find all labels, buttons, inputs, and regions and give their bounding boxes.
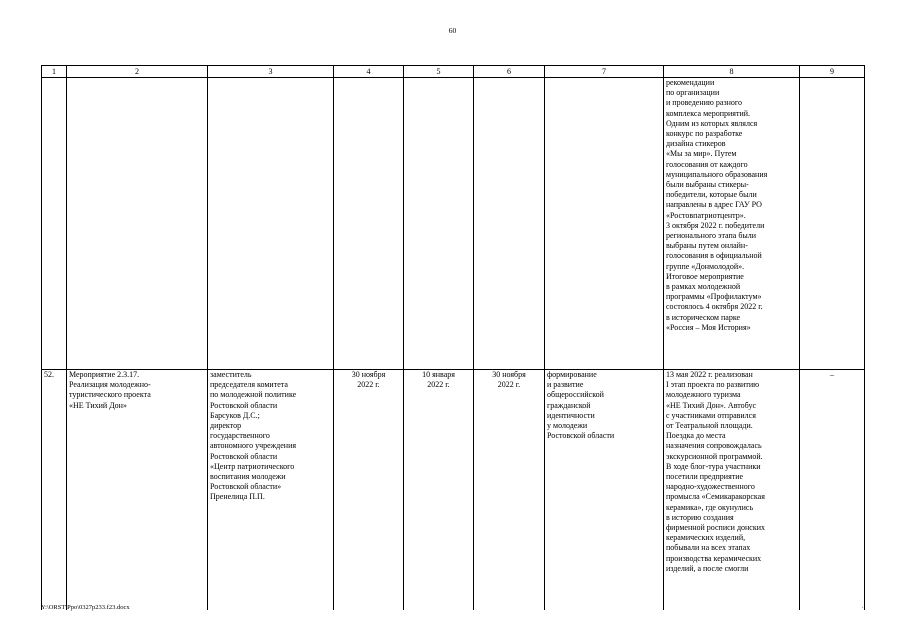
cont-cell-4 bbox=[334, 78, 404, 370]
text-line: назначения сопровождалась bbox=[666, 441, 762, 451]
text-line: 30 ноября bbox=[492, 370, 526, 379]
row52-start-date bbox=[404, 370, 474, 611]
header-cell-5: 5 bbox=[404, 66, 474, 78]
text-line: были выбраны стикеры- bbox=[666, 180, 749, 190]
row52-notes: – bbox=[800, 370, 865, 611]
footer-file-path: Y:\ORST\Ppo\0327p233.f23.docx bbox=[41, 604, 130, 611]
text-line: Поездка до места bbox=[666, 431, 726, 441]
text-line: от Театральной площади. bbox=[666, 421, 753, 431]
text-line: экскурсионной программой. bbox=[666, 451, 763, 461]
text-line: фирменной росписи донских bbox=[666, 523, 766, 533]
text-line: «НЕ Тихий Дон». Автобус bbox=[666, 400, 756, 410]
row52-responsible bbox=[208, 370, 334, 611]
text-line: производства керамических bbox=[666, 553, 762, 563]
cont-cell-7 bbox=[545, 78, 664, 370]
text-line: автономного учреждения bbox=[210, 441, 297, 451]
text-line: 3 октября 2022 г. победители bbox=[666, 220, 765, 230]
text-line: 30 ноября bbox=[351, 370, 386, 379]
row52-actual-result bbox=[664, 370, 800, 611]
table-row-52 bbox=[42, 370, 865, 611]
text-line: рекомендации bbox=[666, 78, 715, 87]
header-cell-7: 7 bbox=[545, 66, 664, 78]
page-number: 60 bbox=[448, 26, 457, 35]
text-line: по молодежной политике bbox=[210, 390, 297, 400]
text-line: керамика», где окунулись bbox=[666, 502, 754, 512]
header-cell-2: 2 bbox=[67, 66, 208, 78]
text-line: 2022 г. bbox=[357, 380, 380, 390]
cont-cell-2 bbox=[67, 78, 208, 370]
text-line: заместитель bbox=[210, 370, 252, 379]
text-line: формирование bbox=[547, 370, 597, 379]
text-line: в рамках молодежной bbox=[666, 282, 741, 292]
text-line: 2022 г. bbox=[497, 380, 521, 390]
row52-activity-name bbox=[67, 370, 208, 611]
text-line: В ходе блог-тура участники bbox=[666, 461, 761, 471]
text-line: голосования в официальной bbox=[666, 251, 762, 261]
text-line: Итоговое мероприятие bbox=[666, 271, 744, 281]
text-line: муниципального образования bbox=[666, 169, 768, 179]
header-cell-6: 6 bbox=[474, 66, 545, 78]
header-cell-8: 8 bbox=[664, 66, 800, 78]
text-line: гражданской bbox=[547, 400, 591, 410]
text-line: дизайна стикеров bbox=[666, 139, 726, 149]
text-line: народно-художественного bbox=[666, 482, 755, 492]
text-line: директор bbox=[210, 421, 242, 431]
text-line: посетили предприятие bbox=[666, 472, 744, 482]
row52-number: 52. bbox=[42, 370, 67, 611]
text-line: и развитие bbox=[547, 380, 584, 390]
row52-end-date bbox=[474, 370, 545, 611]
text-line: голосования от каждого bbox=[666, 159, 748, 169]
text-line: 13 мая 2022 г. реализован bbox=[666, 370, 753, 379]
text-line: выбраны путем онлайн- bbox=[666, 241, 748, 251]
header-cell-9: 9 bbox=[800, 66, 865, 78]
text-line: керамических изделий, bbox=[666, 533, 746, 543]
text-line: в историю создания bbox=[666, 512, 734, 522]
text-line: «Ростовпатриотцентр». bbox=[666, 210, 746, 220]
header-cell-4: 4 bbox=[334, 66, 404, 78]
row52-planned-date bbox=[334, 370, 404, 611]
table-row-continuation bbox=[42, 78, 865, 370]
text-line: изделий, а после смогли bbox=[666, 563, 749, 573]
text-line: промысла «Семикаракорская bbox=[666, 492, 765, 502]
text-line: комплекса мероприятий. bbox=[666, 108, 751, 118]
text-line: идентичности bbox=[547, 410, 595, 420]
text-line: «НЕ Тихий Дон» bbox=[69, 400, 127, 410]
cont-cell-1 bbox=[42, 78, 67, 370]
text-line: общероссийской bbox=[547, 390, 604, 400]
text-line: группе «Донмолодой». bbox=[666, 261, 745, 271]
text-line: побывали на всех этапах bbox=[666, 543, 751, 553]
text-line: победители, которые были bbox=[666, 190, 757, 200]
text-line: «Мы за мир». Путем bbox=[666, 149, 737, 159]
text-line: Ростовской области bbox=[547, 431, 615, 441]
header-cell-3: 3 bbox=[208, 66, 334, 78]
cont-cell-6 bbox=[474, 78, 545, 370]
text-line: Реализация молодежно- bbox=[69, 380, 151, 390]
text-line: у молодежи bbox=[547, 421, 588, 431]
text-line: молодежного туризма bbox=[666, 390, 741, 400]
cont-cell-8-results bbox=[664, 78, 800, 370]
text-line: «Россия – Моя История» bbox=[666, 322, 751, 332]
text-line: 10 января bbox=[422, 370, 455, 379]
text-line: и проведению разного bbox=[666, 98, 742, 108]
table-header-row bbox=[42, 66, 865, 78]
text-line: программы «Профилактум» bbox=[666, 292, 762, 302]
text-line: председателя комитета bbox=[210, 380, 288, 390]
text-line: воспитания молодежи bbox=[210, 472, 286, 482]
text-line: с участниками отправился bbox=[666, 410, 756, 420]
text-line: 2022 г. bbox=[427, 380, 450, 390]
text-line: «Центр патриотического bbox=[210, 461, 295, 471]
text-line: I этап проекта по развитию bbox=[666, 380, 760, 390]
text-line: Ростовской области bbox=[210, 451, 278, 461]
row52-expected-result bbox=[545, 370, 664, 611]
cont-cell-5 bbox=[404, 78, 474, 370]
text-line: туристического проекта bbox=[69, 390, 151, 400]
footer-corner-mark: . bbox=[862, 604, 864, 610]
cont-cell-3 bbox=[208, 78, 334, 370]
document-table bbox=[41, 65, 865, 610]
text-line: конкурс по разработке bbox=[666, 129, 743, 139]
text-line: Барсуков Д.С.; bbox=[210, 410, 260, 420]
text-line: Ростовской области bbox=[210, 400, 278, 410]
text-line: по организации bbox=[666, 88, 720, 98]
text-line: Пренелица П.П. bbox=[210, 492, 265, 502]
text-line: Ростовской области» bbox=[210, 482, 282, 492]
cont-cell-9 bbox=[800, 78, 865, 370]
text-line: состоялось 4 октября 2022 г. bbox=[666, 302, 763, 312]
text-line: Одним из которых являлся bbox=[666, 118, 758, 128]
header-cell-1: 1 bbox=[42, 66, 67, 78]
text-line: государственного bbox=[210, 431, 270, 441]
text-line: направлены в адрес ГАУ РО bbox=[666, 200, 762, 210]
text-line: регионального этапа были bbox=[666, 231, 757, 241]
text-line: в историческом парке bbox=[666, 312, 741, 322]
text-line: Мероприятие 2.3.17. bbox=[69, 370, 140, 379]
